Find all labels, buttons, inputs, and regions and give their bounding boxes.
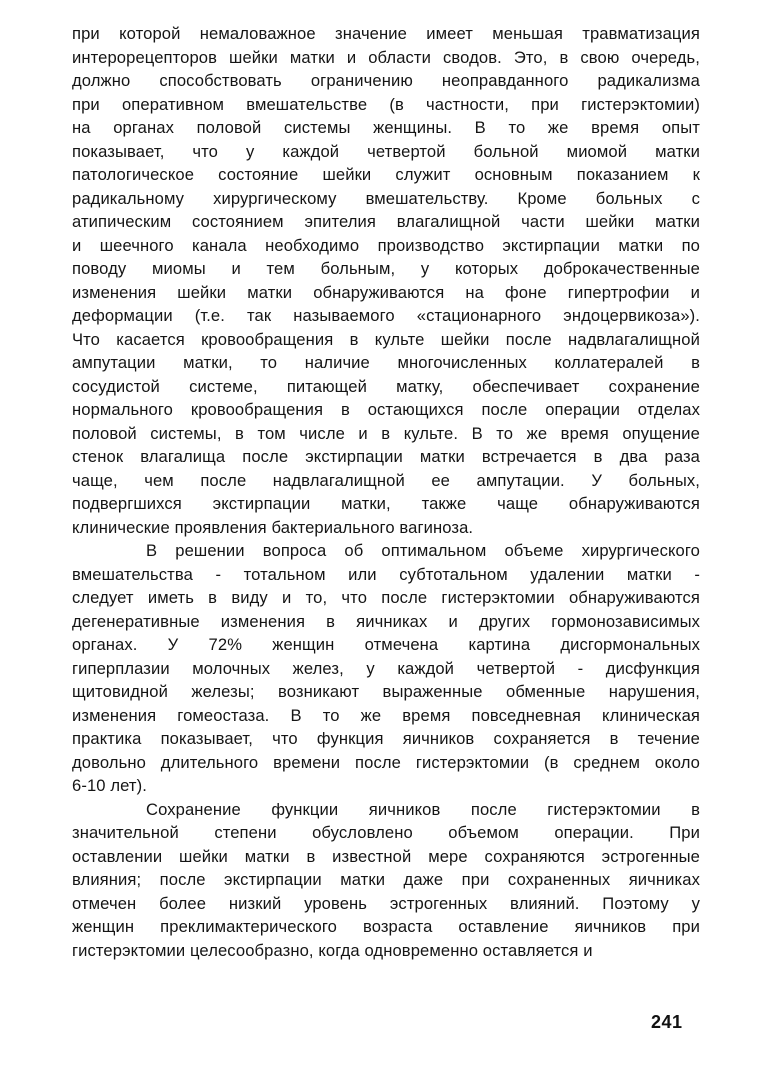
text-line: щитовидной железы; возникают выраженные обменные нарушения, bbox=[72, 682, 700, 701]
text-line: практика показывает, что функция яичников сохраняется в течение bbox=[72, 729, 700, 748]
text-line: интерорецепторов шейки матки и области сводов. Это, в свою очередь, bbox=[72, 47, 700, 67]
text-line: и шеечного канала необходимо производство экстирпации матки по bbox=[72, 235, 700, 255]
text-line: значительной степени обусловлено объемом операции. При bbox=[72, 823, 700, 842]
text-line: атипическим состоянием эпителия влагалищной части шейки матки bbox=[72, 212, 700, 231]
text-line: В решении вопроса об оптимальном объеме хирургического bbox=[146, 541, 700, 560]
text-line: клинические проявления бактериального вагиноза. bbox=[72, 517, 474, 537]
text-line: довольно длительного времени после гистерэктомии (в среднем около bbox=[72, 752, 700, 772]
text-line: при которой немаловажное значение имеет меньшая травматизация bbox=[72, 24, 700, 43]
body-text bbox=[72, 22, 700, 962]
text-line: гиперплазии молочных желез, у каждой четвертой - дисфункция bbox=[72, 658, 700, 678]
text-line: оставлении шейки матки в известной мере сохраняются эстрогенные bbox=[72, 846, 700, 866]
text-line: ампутации матки, то наличие многочисленных коллатералей в bbox=[72, 353, 700, 372]
text-line: дегенеративные изменения в яичниках и других гормонозависимых bbox=[72, 611, 700, 631]
text-line: Сохранение функции яичников после гистерэктомии в bbox=[146, 799, 700, 819]
text-line: показывает, что у каждой четвертой больной миомой матки bbox=[72, 141, 700, 161]
text-line: женщин преклимактерического возраста оставление яичников при bbox=[72, 917, 700, 936]
text-line: органах. У 72% женщин отмечена картина дисгормональных bbox=[72, 635, 700, 654]
page-number: 241 bbox=[651, 1012, 683, 1032]
text-line: Что касается кровообращения в культе шейки после надвлагалищной bbox=[72, 329, 700, 349]
text-line: 6-10 лет). bbox=[72, 776, 147, 795]
text-line: вмешательства - тотальном или субтотальном удалении матки - bbox=[72, 564, 700, 584]
text-line: изменения шейки матки обнаруживаются на фоне гипертрофии и bbox=[72, 282, 700, 302]
text-line: чаще, чем после надвлагалищной ее ампутации. У больных, bbox=[72, 470, 700, 490]
paragraph-2 bbox=[72, 539, 700, 798]
text-line: половой системы, в том числе и в культе. В то же время опущение bbox=[72, 423, 700, 443]
text-line: должно способствовать ограничению неоправданного радикализма bbox=[72, 71, 700, 90]
text-line: на органах половой системы женщины. В то же время опыт bbox=[72, 118, 700, 137]
text-line: поводу миомы и тем больным, у которых доброкачественные bbox=[72, 259, 700, 278]
text-line: подвергшихся экстирпации матки, также чаще обнаруживаются bbox=[72, 494, 700, 513]
paragraph-1 bbox=[72, 22, 700, 539]
text-line: патологическое состояние шейки служит основным показанием к bbox=[72, 165, 700, 184]
text-line: стенок влагалища после экстирпации матки встречается в два раза bbox=[72, 447, 700, 466]
text-line: нормального кровообращения в остающихся после операции отделах bbox=[72, 400, 700, 419]
text-line: влияния; после экстирпации матки даже при сохраненных яичниках bbox=[72, 870, 700, 889]
text-line: деформации (т.е. так называемого «стационарного эндоцервикоза»). bbox=[72, 306, 700, 325]
text-line: изменения гомеостаза. В то же время повседневная клиническая bbox=[72, 705, 700, 725]
text-line: отмечен более низкий уровень эстрогенных влияний. Поэтому у bbox=[72, 893, 700, 913]
text-line: при оперативном вмешательстве (в частности, при гистерэктомии) bbox=[72, 94, 700, 114]
text-line: гистерэктомии целесообразно, когда одновременно оставляется и bbox=[72, 940, 593, 960]
text-line: сосудистой системе, питающей матку, обеспечивает сохранение bbox=[72, 376, 700, 396]
text-line: следует иметь в виду и то, что после гистерэктомии обнаруживаются bbox=[72, 588, 700, 607]
paragraph-3 bbox=[72, 798, 700, 963]
text-line: радикальному хирургическому вмешательству. Кроме больных с bbox=[72, 188, 700, 208]
